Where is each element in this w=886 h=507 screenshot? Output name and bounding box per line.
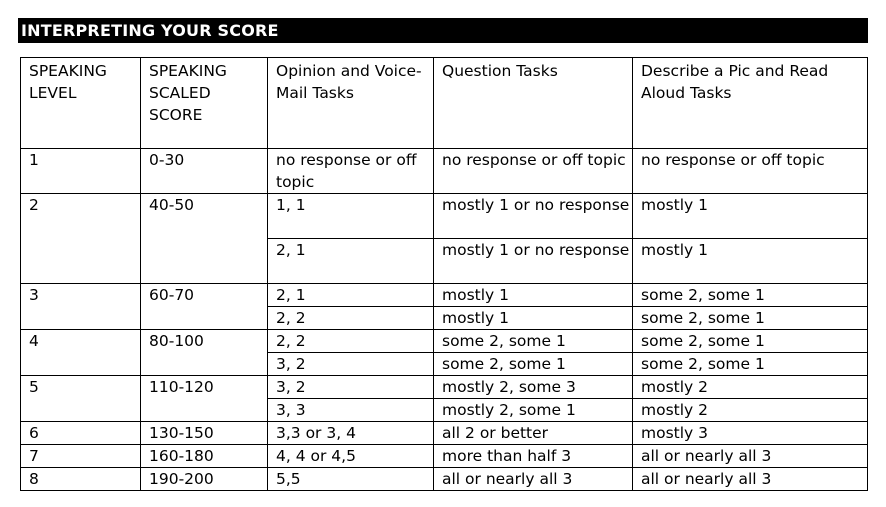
question-tasks-cell: some 2, some 1 — [434, 330, 633, 353]
describe-read-aloud-cell: mostly 1 — [633, 239, 868, 284]
scaled-score-cell: 160-180 — [141, 445, 268, 468]
opinion-voicemail-cell: 4, 4 or 4,5 — [268, 445, 434, 468]
describe-read-aloud-cell: some 2, some 1 — [633, 353, 868, 376]
describe-read-aloud-cell: some 2, some 1 — [633, 330, 868, 353]
scaled-score-cell: 40-50 — [141, 194, 268, 284]
opinion-voicemail-cell: 1, 1 — [268, 194, 434, 239]
header-describe-read-aloud: Describe a Pic and Read Aloud Tasks — [633, 58, 868, 149]
scaled-score-cell: 110-120 — [141, 376, 268, 422]
describe-read-aloud-cell: no response or off topic — [633, 149, 868, 194]
table-row — [21, 149, 868, 194]
table-row — [21, 194, 868, 239]
question-tasks-cell: mostly 2, some 3 — [434, 376, 633, 399]
question-tasks-cell: mostly 1 — [434, 284, 633, 307]
question-tasks-cell: some 2, some 1 — [434, 353, 633, 376]
opinion-voicemail-cell: 3, 3 — [268, 399, 434, 422]
opinion-voicemail-cell: 5,5 — [268, 468, 434, 491]
describe-read-aloud-cell: some 2, some 1 — [633, 307, 868, 330]
header-question-tasks: Question Tasks — [434, 58, 633, 149]
describe-read-aloud-cell: mostly 1 — [633, 194, 868, 239]
question-tasks-cell: all 2 or better — [434, 422, 633, 445]
opinion-voicemail-cell: 3,3 or 3, 4 — [268, 422, 434, 445]
opinion-voicemail-cell: 2, 2 — [268, 330, 434, 353]
table-row — [21, 284, 868, 307]
describe-read-aloud-cell: all or nearly all 3 — [633, 445, 868, 468]
scaled-score-cell: 60-70 — [141, 284, 268, 330]
speaking-level-cell: 8 — [21, 468, 141, 491]
header-speaking-level: SPEAKING LEVEL — [21, 58, 141, 149]
scaled-score-cell: 130-150 — [141, 422, 268, 445]
speaking-level-cell: 6 — [21, 422, 141, 445]
header-opinion-voicemail: Opinion and Voice-Mail Tasks — [268, 58, 434, 149]
describe-read-aloud-cell: mostly 2 — [633, 376, 868, 399]
opinion-voicemail-cell: 3, 2 — [268, 353, 434, 376]
table-row — [21, 445, 868, 468]
opinion-voicemail-cell: 2, 1 — [268, 239, 434, 284]
header-row — [21, 58, 868, 149]
speaking-level-cell: 7 — [21, 445, 141, 468]
speaking-level-cell: 1 — [21, 149, 141, 194]
opinion-voicemail-cell: 3, 2 — [268, 376, 434, 399]
question-tasks-cell: mostly 1 or no response — [434, 239, 633, 284]
question-tasks-cell: mostly 1 — [434, 307, 633, 330]
speaking-level-cell: 4 — [21, 330, 141, 376]
table-row — [21, 468, 868, 491]
question-tasks-cell: more than half 3 — [434, 445, 633, 468]
scaled-score-cell: 80-100 — [141, 330, 268, 376]
describe-read-aloud-cell: mostly 3 — [633, 422, 868, 445]
score-table — [20, 57, 868, 491]
question-tasks-cell: mostly 1 or no response — [434, 194, 633, 239]
question-tasks-cell: mostly 2, some 1 — [434, 399, 633, 422]
describe-read-aloud-cell: mostly 2 — [633, 399, 868, 422]
table-row — [21, 376, 868, 399]
describe-read-aloud-cell: all or nearly all 3 — [633, 468, 868, 491]
opinion-voicemail-cell: 2, 2 — [268, 307, 434, 330]
speaking-level-cell: 3 — [21, 284, 141, 330]
scaled-score-cell: 0-30 — [141, 149, 268, 194]
speaking-level-cell: 5 — [21, 376, 141, 422]
table-row — [21, 330, 868, 353]
scaled-score-cell: 190-200 — [141, 468, 268, 491]
speaking-level-cell: 2 — [21, 194, 141, 284]
question-tasks-cell: no response or off topic — [434, 149, 633, 194]
section-title: INTERPRETING YOUR SCORE — [18, 18, 868, 43]
describe-read-aloud-cell: some 2, some 1 — [633, 284, 868, 307]
header-scaled-score: SPEAKING SCALED SCORE — [141, 58, 268, 149]
opinion-voicemail-cell: 2, 1 — [268, 284, 434, 307]
table-row — [21, 422, 868, 445]
opinion-voicemail-cell: no response or off topic — [268, 149, 434, 194]
question-tasks-cell: all or nearly all 3 — [434, 468, 633, 491]
